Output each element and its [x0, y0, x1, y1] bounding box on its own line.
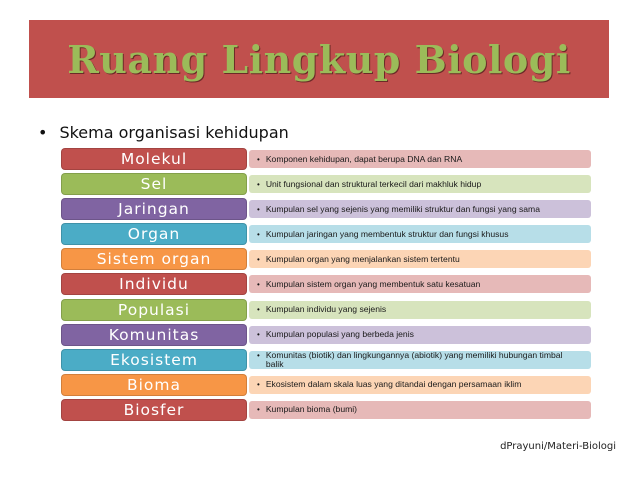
level-description [257, 380, 582, 389]
level-description [257, 280, 582, 289]
level-label: Individu [61, 273, 247, 295]
description-text: Unit fungsional dan struktural terkecil dari makhluk hidup [265, 178, 482, 189]
bullet-dot-icon: • [257, 254, 260, 264]
description-text: Kumpulan sel yang sejenis yang memiliki struktur dan fungsi yang sama [265, 203, 540, 214]
description-text: Komponen kehidupan, dapat berupa DNA dan RNA [265, 153, 463, 164]
title-banner [29, 20, 609, 98]
description-text: Komunitas (biotik) dan lingkungannya (abiotik) yang memiliki hubungan timbal balik [265, 349, 563, 369]
level-row [61, 349, 591, 371]
level-row [61, 324, 591, 346]
level-label: Organ [61, 223, 247, 245]
bullet-dot-icon: • [257, 350, 260, 360]
level-description [257, 255, 582, 264]
level-row [61, 223, 591, 245]
level-description [257, 230, 582, 239]
level-label: Sistem organ [61, 248, 247, 270]
level-description [257, 330, 582, 339]
bullet-dot-icon: • [257, 305, 260, 315]
level-label: Ekosistem [61, 349, 247, 371]
level-row [61, 198, 591, 220]
level-row [61, 273, 591, 295]
description-text: Kumpulan organ yang menjalankan sistem tertentu [265, 253, 460, 264]
level-description [257, 405, 582, 414]
level-row [61, 173, 591, 195]
level-description [257, 155, 582, 164]
level-label: Jaringan [61, 198, 247, 220]
bullet-point [38, 123, 289, 142]
bullet-dot-icon: • [257, 229, 260, 239]
bullet-dot-icon: • [38, 123, 48, 142]
level-row [61, 374, 591, 396]
level-row [61, 248, 591, 270]
description-text: Kumpulan sistem organ yang membentuk satu kesatuan [265, 278, 481, 289]
bullet-dot-icon: • [257, 154, 260, 164]
bullet-dot-icon: • [257, 279, 260, 289]
level-description [257, 305, 582, 314]
level-label: Komunitas [61, 324, 247, 346]
organization-levels-list [61, 148, 591, 424]
description-text: Kumpulan bioma (bumi) [265, 404, 358, 415]
level-label: Molekul [61, 148, 247, 170]
level-label: Sel [61, 173, 247, 195]
footer-credit: dPrayuni/Materi-Biologi [500, 441, 616, 452]
level-description [257, 180, 582, 189]
description-text: Kumpulan jaringan yang membentuk struktur dan fungsi khusus [265, 228, 509, 239]
description-text: Ekosistem dalam skala luas yang ditandai dengan persamaan iklim [265, 379, 522, 390]
bullet-text: Skema organisasi kehidupan [59, 123, 289, 142]
level-row [61, 148, 591, 170]
bullet-dot-icon: • [257, 204, 260, 214]
description-text: Kumpulan populasi yang berbeda jenis [265, 329, 414, 340]
slide-title: Ruang Lingkup Biologi [67, 36, 571, 82]
bullet-dot-icon: • [257, 179, 260, 189]
level-label: Populasi [61, 299, 247, 321]
level-label: Bioma [61, 374, 247, 396]
level-row [61, 299, 591, 321]
description-text: Kumpulan individu yang sejenis [265, 304, 387, 315]
level-description [257, 205, 582, 214]
level-row [61, 399, 591, 421]
bullet-dot-icon: • [257, 330, 260, 340]
bullet-dot-icon: • [257, 380, 260, 390]
level-description [257, 351, 582, 369]
bullet-dot-icon: • [257, 405, 260, 415]
level-label: Biosfer [61, 399, 247, 421]
